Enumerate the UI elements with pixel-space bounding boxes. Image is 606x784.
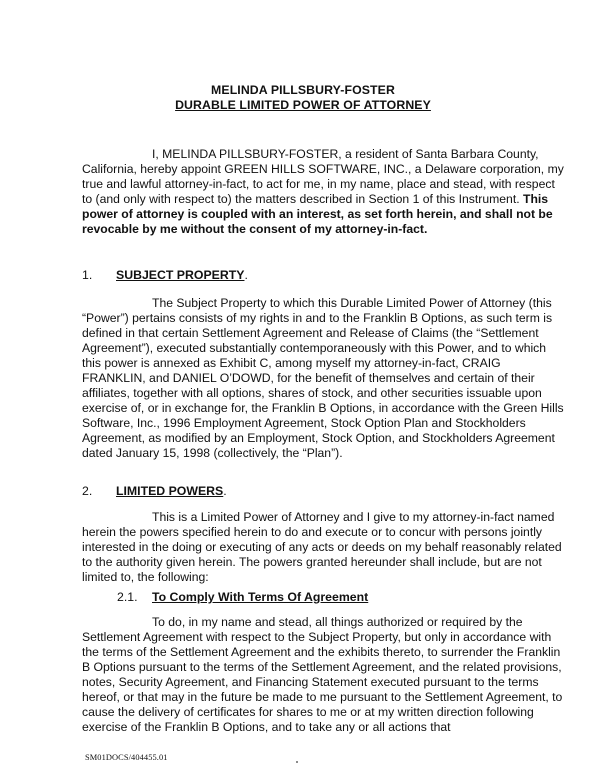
scan-speck (296, 761, 298, 763)
section-1-number: 1. (82, 268, 93, 282)
section-1-body: The Subject Property to which this Durable Limited Power of Attorney (this “Power”) pertains consists of my rights in and to the Franklin B Options, as such term is defined in that certain Settlement Agreement and Release of Claims (the “Settlement Agreement”), executed substantially contemporaneously with this Power, and to which this power is annexed as Exhibit C, among myself my attorney-in-fact, CRAIG FRANKLIN, and DANIEL O’DOWD, for the benefit of themselves and certain of their affiliates, together with all options, shares of stock, and other securities issuable upon exercise of, or in exchange for, the Franklin B Options, in accordance with the Green Hills Software, Inc., 1996 Employment Agreement, Stock Option Plan and Stockholders Agreement, as modified by an Employment, Stock Option, and Stockholders Agreement dated January 15, 1998 (collectively, the “Plan”). (82, 296, 564, 460)
document-footer-id: SM01DOCS/404455.01 (85, 753, 168, 762)
subsection-2-1-title: To Comply With Terms Of Agreement (152, 590, 369, 604)
section-1-title-period: . (244, 268, 248, 282)
section-2-number: 2. (82, 484, 93, 498)
subsection-2-1-number: 2.1. (117, 590, 138, 604)
section-1-heading (116, 268, 248, 282)
document-title-name: MELINDA PILLSBURY-FOSTER (211, 83, 395, 97)
intro-paragraph (82, 147, 566, 237)
intro-text: I, MELINDA PILLSBURY-FOSTER, a resident of Santa Barbara County, California, hereby appoint GREEN HILLS SOFTWARE, INC., a Delaware corporation, my true and lawful attorney-in-fact, to act for me, in my name, place and stead, with respect to (and only with respect to) the matters described in Section 1 of this Instrument. (82, 147, 564, 206)
document-title: DURABLE LIMITED POWER OF ATTORNEY (175, 98, 431, 112)
section-2-title: LIMITED POWERS (116, 484, 224, 498)
section-2-title-period: . (223, 484, 227, 498)
section-2-heading (116, 484, 227, 498)
section-1-title: SUBJECT PROPERTY (116, 268, 245, 282)
subsection-2-1-body: To do, in my name and stead, all things authorized or required by the Settlement Agreement with respect to the Subject Property, but only in accordance with the terms of the Settlement Agreement and the exhibits thereto, to surrender the Franklin B Options pursuant to the terms of the Settlement Agreement, and the related provisions, notes, Security Agreement, and Financing Statement executed pursuant to the terms hereof, or that may in the future be made to me pursuant to the Settlement Agreement, to cause the delivery of certificates for shares to me or at my written direction following exercise of the Franklin B Options, and to take any or all actions that (82, 615, 563, 734)
section-2-body: This is a Limited Power of Attorney and I give to my attorney-in-fact named herein the powers specified herein to do and execute or to concur with persons jointly interested in the doing or executing of any acts or deeds on my behalf reasonably related to the authority given herein. The powers granted hereunder shall include, but are not limited to, the following: (82, 510, 562, 584)
intro-bold-text: This power of attorney is coupled with an interest, as set forth herein, and shall not be revocable by me without the consent of my attorney-in-fact. (82, 192, 553, 236)
